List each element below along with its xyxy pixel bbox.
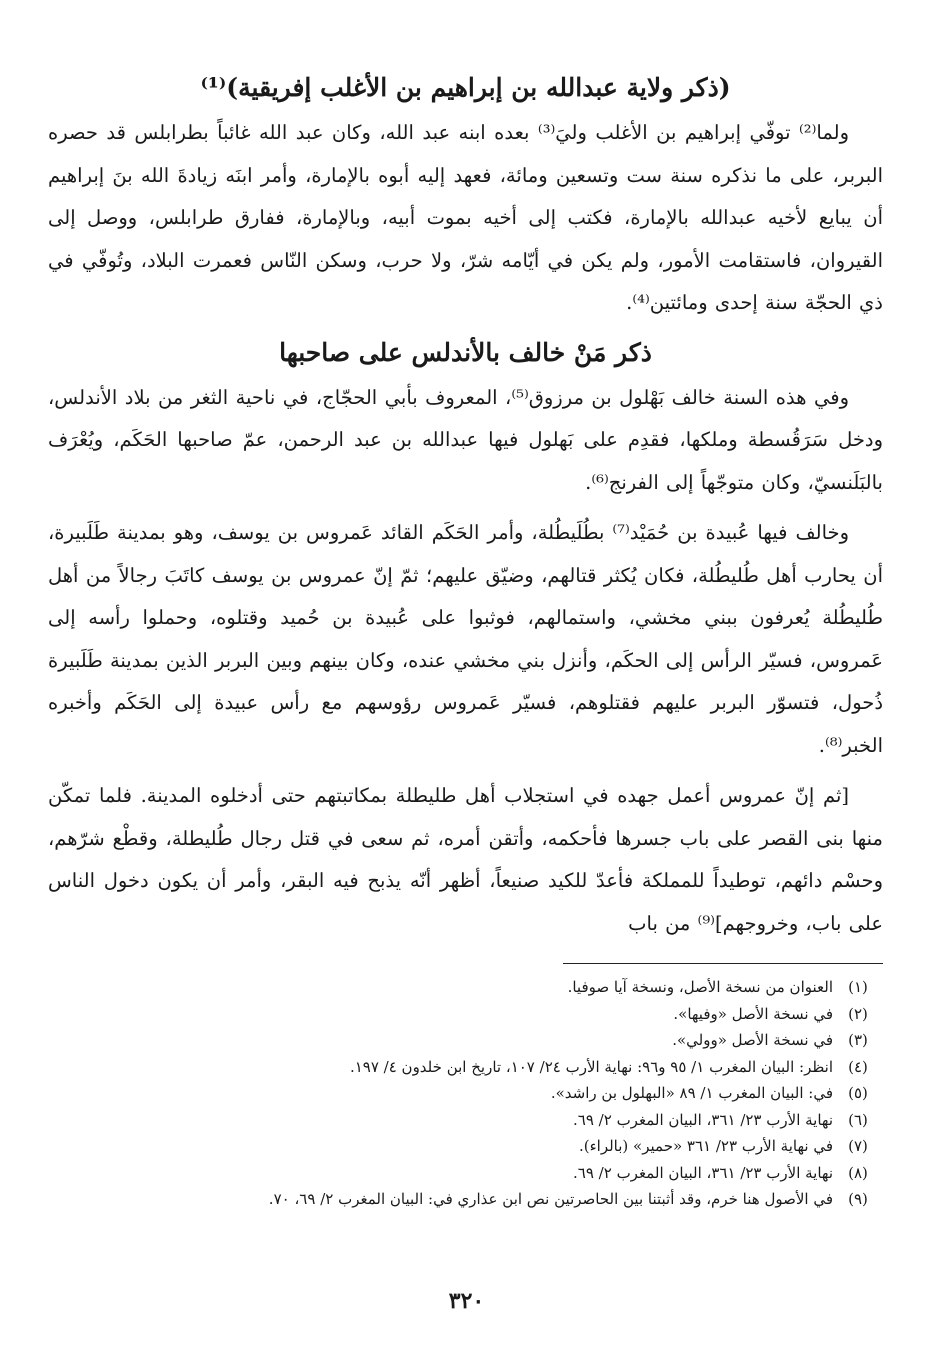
paragraph-governorship: ولما⁽²⁾ توفّي إبراهيم بن الأغلب وليَ⁽³⁾ بعده ابنه عبد الله، وكان عبد الله غائباً بطرابلس قد حصره البربر، على ما نذكره سنة ست وتسعين ومائة، فعهد إليه أبوه بالإمارة، وأمر ابنَه زيادةَ الله بنَ إبراهيم أن يبايع لأخيه عبدالله بالإمارة، فكتب إلى أخيه بموت أبيه، وبالإمارة، ففارق طرابلس، ووصل إلى القيروان، فاستقامت الأمور، ولم يكن في أيّامه شرّ، ولا حرب، وسكن النّاس فعمرت البلاد، وتُوفّي في ذي الحجّة سنة إحدى ومائتين⁽⁴⁾. [48, 121, 883, 314]
footnote-number: (٥) [848, 1084, 868, 1102]
footnote-text: العنوان من نسخة الأصل، ونسخة آيا صوفيا. [567, 978, 833, 996]
footnote-number: (٣) [848, 1031, 868, 1049]
footnote-item [48, 1080, 883, 1107]
footnote-number: (٤) [848, 1057, 868, 1076]
footnote-text: في نسخة الأصل «وولي». [672, 1031, 833, 1049]
footnote-item [48, 1054, 883, 1081]
footnote-divider [563, 963, 883, 964]
footnote-number: (٢) [848, 1004, 868, 1023]
paragraph-amrus: [ثم إنّ عمروس أعمل جهده في استجلاب أهل طليطلة بمكاتبتهم حتى أدخلوه المدينة. فلما تمكّن منها بنى القصر على باب جسرها فأحكمه، وأتقن أمره، ثم سعى في قتل رجال طُليطلة، وقطْع شرّهم، وحسْم دائهم، توطيداً للمملكة فأعدّ للكيد صنيعاً، أظهر أنّه يذبح فيه البقر، وأمر أن يكون دخول الناس على باب، وخروجهم]⁽⁹⁾ من باب [48, 784, 883, 935]
footnote-text: نهاية الأرب ٢٣/ ٣٦١، البيان المغرب ٢/ ٦٩. [573, 1110, 833, 1129]
footnote-number: (٧) [848, 1137, 868, 1155]
footnote-number: (٨) [848, 1163, 868, 1182]
footnote-text: في الأصول هنا خرم، وقد أثبتنا بين الحاصرتين نص ابن عذاري في: البيان المغرب ٢/ ٦٩، ٧٠. [268, 1190, 833, 1208]
footnote-item [48, 1160, 883, 1187]
chapter-heading-governorship: (ذكر ولاية عبدالله بن إبراهيم بن الأغلب إفريقية)⁽¹⁾ [200, 73, 731, 102]
footnote-text: في نهاية الأرب ٢٣/ ٣٦١ «حمير» (بالراء). [578, 1137, 833, 1155]
footnote-item [48, 1186, 883, 1213]
footnote-number: (١) [848, 978, 868, 996]
footnote-number: (٩) [848, 1190, 868, 1208]
page-number: ٣٢٠ [448, 1288, 485, 1314]
footnote-text: في: البيان المغرب ١/ ٨٩ «البهلول بن راشد». [550, 1084, 833, 1102]
footnote-item [48, 1107, 883, 1134]
footnote-number: (٦) [848, 1110, 868, 1129]
paragraph-bahlul: وفي هذه السنة خالف بَهْلول بن مرزوق⁽⁵⁾، المعروف بأبي الحجّاج، في ناحية الثغر من بلاد الأندلس، ودخل سَرَقُسطة وملكها، فقدِم على بَهلول فيها عبدالله بن عبد الرحمن، عمّ صاحبها الحَكَم، ويُعْرَف بالبَلَنسيّ، وكان متوجّهاً إلى الفرنج⁽⁶⁾. [48, 385, 883, 494]
footnote-item [48, 1001, 883, 1028]
footnote-text: في نسخة الأصل «وفيها». [673, 1004, 833, 1023]
paragraph-ubayda: وخالف فيها عُبيدة بن حُمَيْد⁽⁷⁾ بطُلَيطُلة، وأمر الحَكَم القائد عَمروس بن يوسف، وهو بمدينة طَلَبيرة، أن يحارب أهل طُليطُلة، فكان يُكثر قتالهم، وضيّق عليهم؛ ثمّ إنّ عمروس بن يوسف كاتَبَ رجالاً من أهل طُليطُلة يُعرفون ببني مخشي، واستمالهم، فوثبوا على عُبيدة بن حُميد وقتلوه، وحملوا رأسه إلى عَمروس، فسيّر الرأس إلى الحكَم، وأنزل بني مخشي عنده، وكان بينهم وبين البربر الذين بمدينة طَلَبيرة ذُحول، فتسوّر البربر عليهم فقتلوهم، فسيّر عَمروس رؤوسهم مع رأس عبيدة إلى الحَكَم وأخبره الخبر⁽⁸⁾. [48, 521, 884, 757]
chapter-heading-andalus-revolt: ذكر مَنْ خالف بالأندلس على صاحبها [279, 337, 652, 367]
footnote-item [48, 974, 883, 1001]
footnote-text: انظر: البيان المغرب ١/ ٩٥ و٩٦: نهاية الأرب ٢٤/ ١٠٧، تاريخ ابن خلدون ٤/ ١٩٧. [349, 1057, 833, 1076]
footnote-item [48, 1027, 883, 1054]
footnotes-list [48, 974, 883, 1213]
footnote-text: نهاية الأرب ٢٣/ ٣٦١، البيان المغرب ٢/ ٦٩. [573, 1163, 833, 1182]
footnote-item [48, 1133, 883, 1160]
